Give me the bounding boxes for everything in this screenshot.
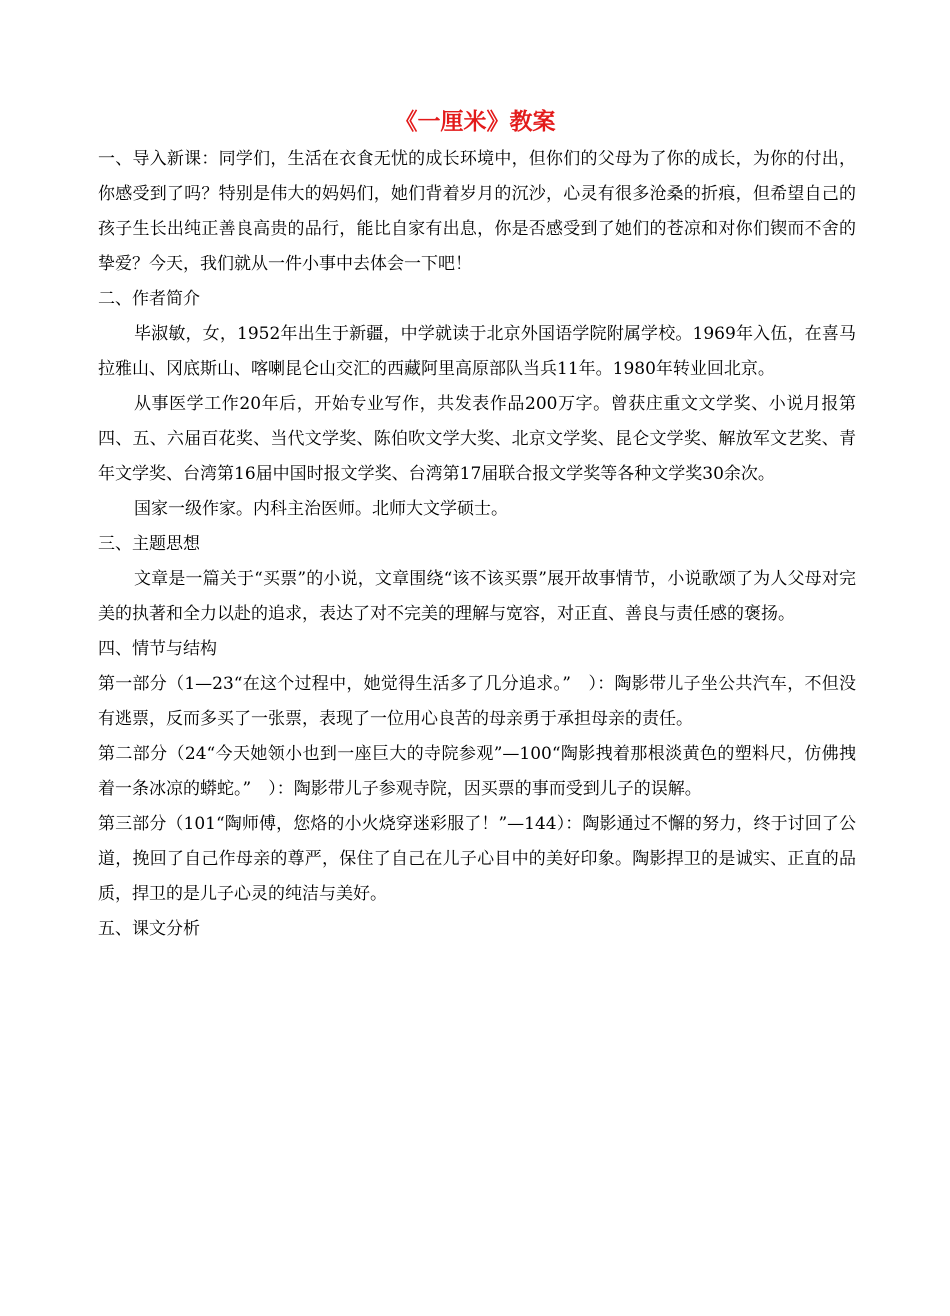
document-title: 《一厘米》教案 [394, 109, 556, 135]
document-body [98, 142, 856, 947]
author-paragraph-2: 从事医学工作20年后，开始专业写作，共发表作品200万字。曾获庄重文文学奖、小说月报第四、五、六届百花奖、当代文学奖、陈伯吹文学大奖、北京文学奖、昆仑文学奖、解放军文艺奖、青年文学奖、台湾第16届中国时报文学奖、台湾第17届联合报文学奖等各种文学奖30余次。 [98, 394, 856, 484]
plot-part-1: 第一部分（1—23“在这个过程中，她觉得生活多了几分追求。” ）：陶影带儿子坐公共汽车，不但没有逃票，反而多买了一张票，表现了一位用心良苦的母亲勇于承担母亲的责任。 [98, 674, 856, 729]
theme-section-heading: 三、主题思想 [98, 534, 200, 554]
author-section-heading: 二、作者简介 [98, 289, 200, 309]
intro-paragraph: 一、导入新课：同学们，生活在衣食无忧的成长环境中，但你们的父母为了你的成长，为你的付出，你感受到了吗？特别是伟大的妈妈们，她们背着岁月的沉沙，心灵有很多沧桑的折痕，但希望自己的孩子生长出纯正善良高贵的品行，能比自家有出息，你是否感受到了她们的苍凉和对你们锲而不舍的挚爱？今天，我们就从一件小事中去体会一下吧！ [98, 149, 856, 274]
analysis-section-heading: 五、课文分析 [98, 919, 200, 939]
plot-part-3: 第三部分（101“陶师傅，您烙的小火烧穿迷彩服了！”—144）：陶影通过不懈的努力，终于讨回了公道，挽回了自己作母亲的尊严，保住了自己在儿子心目中的美好印象。陶影捍卫的是诚实、正直的品质，捍卫的是儿子心灵的纯洁与美好。 [98, 814, 856, 904]
author-paragraph-3: 国家一级作家。内科主治医师。北师大文学硕士。 [134, 499, 508, 519]
theme-paragraph: 文章是一篇关于“买票”的小说，文章围绕“该不该买票”展开故事情节，小说歌颂了为人父母对完美的执著和全力以赴的追求，表达了对不完美的理解与宽容，对正直、善良与责任感的褒扬。 [98, 569, 856, 624]
author-paragraph-1: 毕淑敏，女，1952年出生于新疆，中学就读于北京外国语学院附属学校。1969年入伍，在喜马拉雅山、冈底斯山、喀喇昆仑山交汇的西藏阿里高原部队当兵11年。1980年转业回北京。 [98, 324, 856, 379]
plot-part-2: 第二部分（24“今天她领小也到一座巨大的寺院参观”—100“陶影拽着那根淡黄色的塑料尺，仿佛拽着一条冰凉的蟒蛇。” ）：陶影带儿子参观寺院，因买票的事而受到儿子的误解。 [98, 744, 856, 799]
plot-section-heading: 四、情节与结构 [98, 639, 217, 659]
